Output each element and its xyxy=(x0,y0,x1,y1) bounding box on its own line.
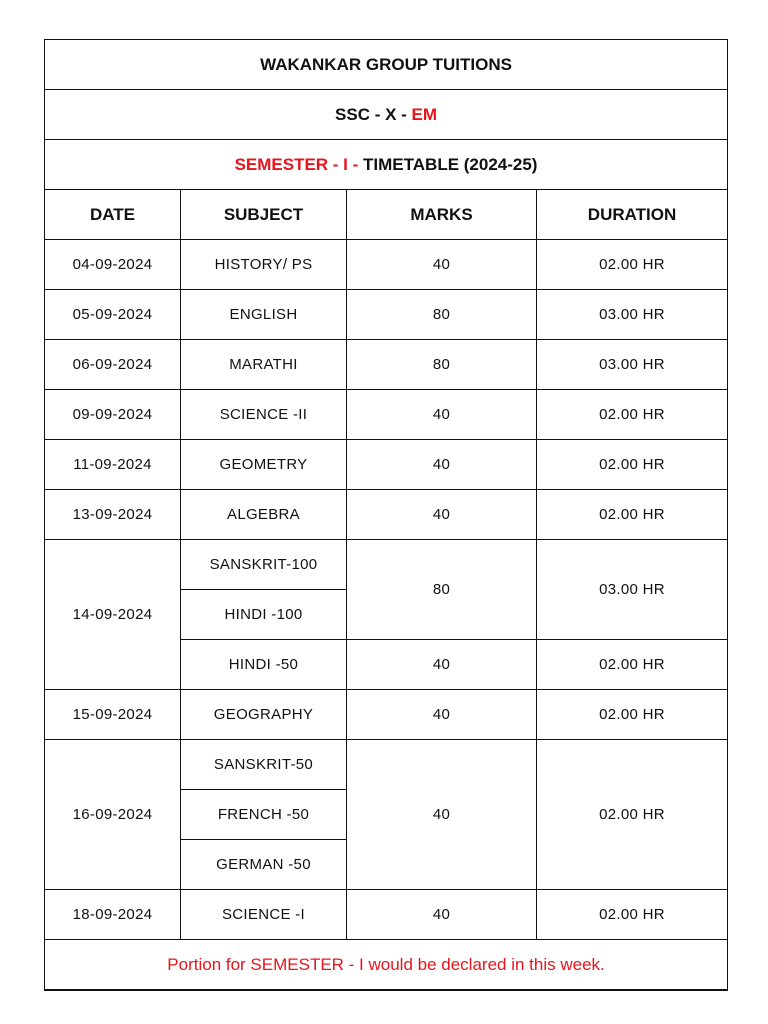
duration-cell: 02.00 HR xyxy=(537,890,728,940)
marks-cell: 80 xyxy=(347,540,537,640)
date-cell: 13-09-2024 xyxy=(45,490,181,540)
semester-title xyxy=(45,140,728,190)
duration-cell: 02.00 HR xyxy=(537,640,728,690)
table-row xyxy=(45,890,728,940)
class-title xyxy=(45,90,728,140)
duration-cell: 02.00 HR xyxy=(537,240,728,290)
subject-cell: SCIENCE -II xyxy=(181,390,347,440)
date-cell: 15-09-2024 xyxy=(45,690,181,740)
subject-cell: GEOGRAPHY xyxy=(181,690,347,740)
institute-title: WAKANKAR GROUP TUITIONS xyxy=(45,40,728,90)
footer-row xyxy=(45,940,728,991)
footer-note: Portion for SEMESTER - I would be declared in this week. xyxy=(45,940,728,991)
subject-cell: GERMAN -50 xyxy=(181,840,347,890)
marks-cell: 40 xyxy=(347,890,537,940)
table-row xyxy=(45,340,728,390)
duration-cell: 03.00 HR xyxy=(537,540,728,640)
timetable-sheet xyxy=(44,39,727,991)
date-cell: 14-09-2024 xyxy=(45,540,181,690)
date-cell: 16-09-2024 xyxy=(45,740,181,890)
duration-cell: 03.00 HR xyxy=(537,340,728,390)
marks-cell: 80 xyxy=(347,290,537,340)
table-row xyxy=(45,440,728,490)
date-cell: 11-09-2024 xyxy=(45,440,181,490)
marks-cell: 40 xyxy=(347,740,537,890)
marks-cell: 40 xyxy=(347,490,537,540)
subject-cell: GEOMETRY xyxy=(181,440,347,490)
subject-cell: HISTORY/ PS xyxy=(181,240,347,290)
duration-cell: 03.00 HR xyxy=(537,290,728,340)
institute-row xyxy=(45,40,728,90)
column-header-date: DATE xyxy=(45,190,181,240)
table-row xyxy=(45,290,728,340)
marks-cell: 40 xyxy=(347,640,537,690)
semester-label: SEMESTER - I - xyxy=(234,154,364,174)
subject-cell: SANSKRIT-100 xyxy=(181,540,347,590)
marks-cell: 40 xyxy=(347,240,537,290)
column-header-row xyxy=(45,190,728,240)
duration-cell: 02.00 HR xyxy=(537,690,728,740)
column-header-duration: DURATION xyxy=(537,190,728,240)
date-cell: 18-09-2024 xyxy=(45,890,181,940)
date-cell: 04-09-2024 xyxy=(45,240,181,290)
date-cell: 06-09-2024 xyxy=(45,340,181,390)
timetable-table xyxy=(44,39,728,991)
subject-cell: SCIENCE -I xyxy=(181,890,347,940)
timetable-label: TIMETABLE (2024-25) xyxy=(363,154,538,174)
subject-cell: HINDI -100 xyxy=(181,590,347,640)
date-cell: 09-09-2024 xyxy=(45,390,181,440)
marks-cell: 40 xyxy=(347,440,537,490)
table-row xyxy=(45,390,728,440)
marks-cell: 40 xyxy=(347,390,537,440)
subject-cell: FRENCH -50 xyxy=(181,790,347,840)
table-row xyxy=(45,740,728,790)
table-row xyxy=(45,540,728,590)
marks-cell: 80 xyxy=(347,340,537,390)
column-header-subject: SUBJECT xyxy=(181,190,347,240)
marks-cell: 40 xyxy=(347,690,537,740)
class-medium: EM xyxy=(411,104,438,124)
semester-row xyxy=(45,140,728,190)
duration-cell: 02.00 HR xyxy=(537,740,728,890)
class-prefix: SSC - X - xyxy=(335,104,412,124)
duration-cell: 02.00 HR xyxy=(537,440,728,490)
column-header-marks: MARKS xyxy=(347,190,537,240)
table-row xyxy=(45,690,728,740)
subject-cell: HINDI -50 xyxy=(181,640,347,690)
subject-cell: SANSKRIT-50 xyxy=(181,740,347,790)
table-row xyxy=(45,490,728,540)
date-cell: 05-09-2024 xyxy=(45,290,181,340)
subject-cell: MARATHI xyxy=(181,340,347,390)
class-row xyxy=(45,90,728,140)
duration-cell: 02.00 HR xyxy=(537,490,728,540)
duration-cell: 02.00 HR xyxy=(537,390,728,440)
table-row xyxy=(45,240,728,290)
subject-cell: ENGLISH xyxy=(181,290,347,340)
subject-cell: ALGEBRA xyxy=(181,490,347,540)
